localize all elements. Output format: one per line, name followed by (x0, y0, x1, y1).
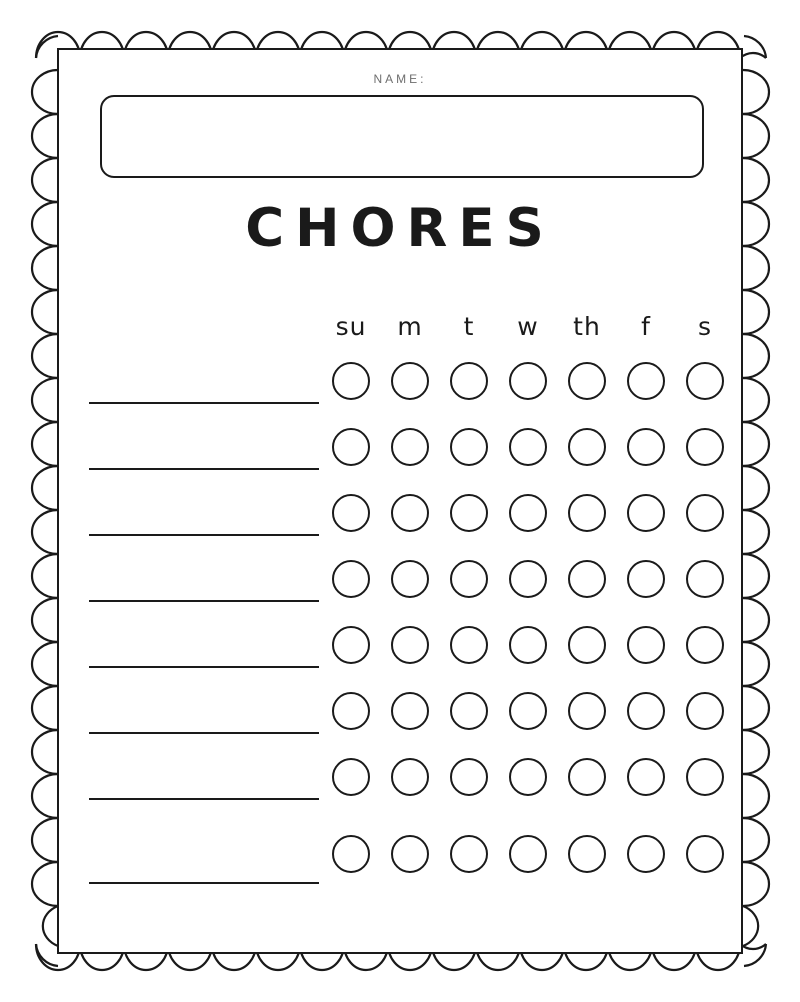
day-header-su: su (335, 312, 367, 341)
checkbox-circle[interactable] (450, 362, 488, 400)
checkbox-circle[interactable] (627, 560, 665, 598)
checkbox-circle[interactable] (332, 626, 370, 664)
checkbox-circle[interactable] (391, 428, 429, 466)
checkbox-circle[interactable] (686, 494, 724, 532)
checkbox-circle[interactable] (332, 362, 370, 400)
checkbox-circle[interactable] (509, 362, 547, 400)
checkbox-circle[interactable] (627, 758, 665, 796)
task-line[interactable] (89, 534, 319, 536)
checkbox-circle[interactable] (627, 494, 665, 532)
task-line[interactable] (89, 732, 319, 734)
checkbox-circle[interactable] (627, 428, 665, 466)
checkbox-circle[interactable] (568, 626, 606, 664)
checkbox-circle[interactable] (686, 428, 724, 466)
checkbox-circle[interactable] (450, 494, 488, 532)
task-line[interactable] (89, 666, 319, 668)
day-header-s: s (697, 312, 713, 341)
checkbox-circle[interactable] (332, 835, 370, 873)
checkbox-circle[interactable] (686, 560, 724, 598)
checkbox-circle[interactable] (450, 626, 488, 664)
checkbox-circle[interactable] (568, 362, 606, 400)
checkbox-circle[interactable] (568, 692, 606, 730)
chore-grid (59, 50, 741, 952)
task-line[interactable] (89, 468, 319, 470)
checkbox-circle[interactable] (686, 692, 724, 730)
page-title: CHORES (245, 198, 555, 259)
checkbox-circle[interactable] (332, 428, 370, 466)
task-line[interactable] (89, 798, 319, 800)
name-label: NAME: (373, 72, 427, 86)
day-header-w: w (517, 312, 539, 341)
checkbox-circle[interactable] (332, 494, 370, 532)
checkbox-circle[interactable] (686, 626, 724, 664)
task-line[interactable] (89, 402, 319, 404)
checkbox-circle[interactable] (450, 560, 488, 598)
day-header-m: m (397, 312, 423, 341)
checkbox-circle[interactable] (450, 428, 488, 466)
checkbox-circle[interactable] (332, 560, 370, 598)
checkbox-circle[interactable] (568, 428, 606, 466)
checkbox-circle[interactable] (568, 560, 606, 598)
task-line[interactable] (89, 882, 319, 884)
checkbox-circle[interactable] (391, 362, 429, 400)
checkbox-circle[interactable] (391, 835, 429, 873)
checkbox-circle[interactable] (509, 692, 547, 730)
checkbox-circle[interactable] (509, 428, 547, 466)
checkbox-circle[interactable] (391, 494, 429, 532)
day-header-f: f (641, 312, 651, 341)
checkbox-circle[interactable] (391, 692, 429, 730)
checkbox-circle[interactable] (391, 758, 429, 796)
day-header-t: t (463, 312, 475, 341)
checkbox-circle[interactable] (509, 494, 547, 532)
checkbox-circle[interactable] (391, 560, 429, 598)
checkbox-circle[interactable] (509, 835, 547, 873)
checkbox-circle[interactable] (332, 692, 370, 730)
checkbox-circle[interactable] (509, 626, 547, 664)
checkbox-circle[interactable] (568, 835, 606, 873)
checkbox-circle[interactable] (509, 560, 547, 598)
checkbox-circle[interactable] (627, 362, 665, 400)
checkbox-circle[interactable] (568, 758, 606, 796)
checkbox-circle[interactable] (627, 626, 665, 664)
checkbox-circle[interactable] (627, 835, 665, 873)
checkbox-circle[interactable] (686, 835, 724, 873)
task-line[interactable] (89, 600, 319, 602)
checkbox-circle[interactable] (686, 758, 724, 796)
checkbox-circle[interactable] (450, 835, 488, 873)
day-header-th: th (573, 312, 601, 341)
checkbox-circle[interactable] (509, 758, 547, 796)
worksheet-sheet (57, 48, 743, 954)
checkbox-circle[interactable] (627, 692, 665, 730)
checkbox-circle[interactable] (686, 362, 724, 400)
checkbox-circle[interactable] (450, 758, 488, 796)
checkbox-circle[interactable] (450, 692, 488, 730)
checkbox-circle[interactable] (391, 626, 429, 664)
checkbox-circle[interactable] (568, 494, 606, 532)
checkbox-circle[interactable] (332, 758, 370, 796)
